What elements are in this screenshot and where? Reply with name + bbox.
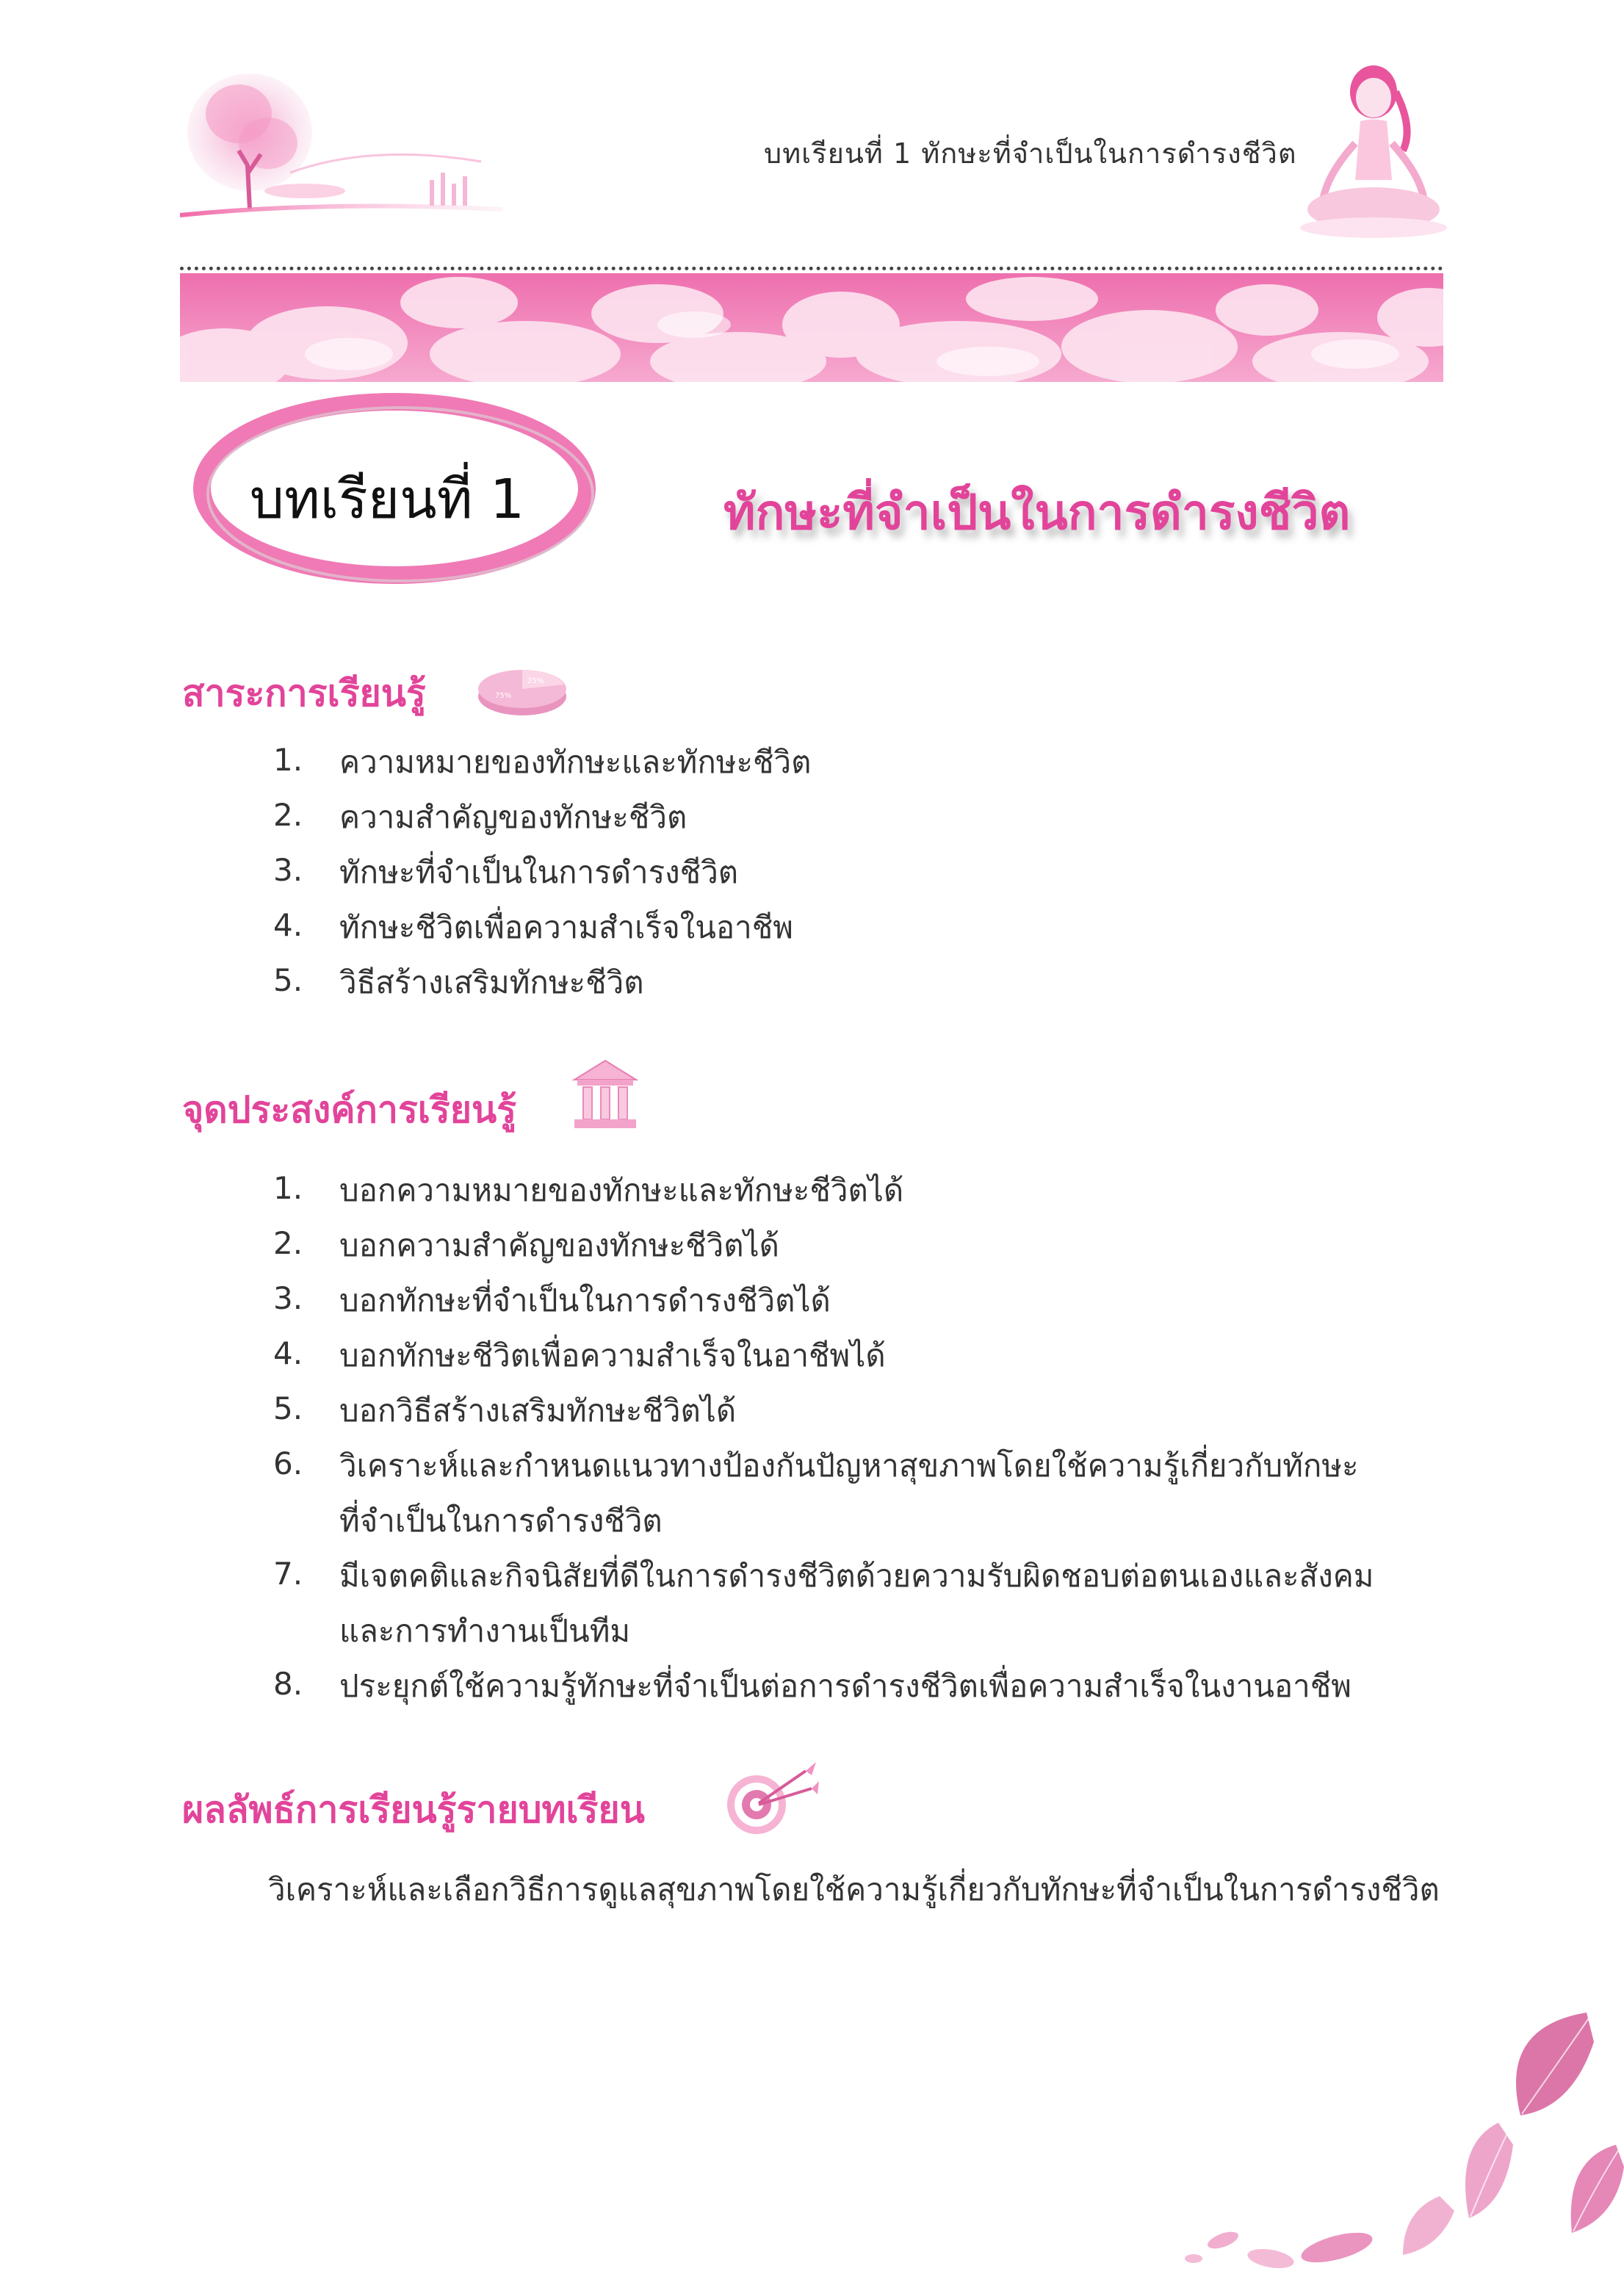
pie-chart-icon <box>474 661 570 720</box>
temple-icon <box>571 1058 639 1131</box>
yoga-woman-icon <box>1293 62 1454 246</box>
svg-text:75%: 75% <box>495 692 512 700</box>
falling-leaves-icon <box>1058 1998 1624 2274</box>
section-heading-outcomes: ผลลัพธ์การเรียนรู้รายบทเรียน <box>182 1788 645 1831</box>
pink-cloud-banner <box>180 273 1443 382</box>
list-item: บอกวิธีสร้างเสริมทักษะชีวิตได้ <box>339 1393 737 1429</box>
list-number: 5. <box>273 962 303 998</box>
list-number: 3. <box>273 1280 303 1316</box>
list-item: มีเจตคติและกิจนิสัยที่ดีในการดำรงชีวิตด้วยความรับผิดชอบต่อตนเองและสังคม <box>339 1558 1374 1594</box>
list-number: 3. <box>273 852 303 888</box>
list-item: ความสำคัญของทักษะชีวิต <box>339 799 688 835</box>
list-item: บอกความหมายของทักษะและทักษะชีวิตได้ <box>339 1172 904 1208</box>
chapter-label: บทเรียนที่ 1 <box>250 468 525 531</box>
list-number: 7. <box>273 1556 303 1592</box>
running-header: บทเรียนที่ 1 ทักษะที่จำเป็นในการดำรงชีวิต <box>764 137 1297 170</box>
list-item: บอกทักษะชีวิตเพื่อความสำเร็จในอาชีพได้ <box>339 1338 886 1374</box>
target-icon <box>723 1759 819 1840</box>
section-heading-objectives: จุดประสงค์การเรียนรู้ <box>182 1089 517 1131</box>
list-item: วิเคราะห์และกำหนดแนวทางป้องกันปัญหาสุขภาพโดยใช้ความรู้เกี่ยวกับทักษะ <box>339 1448 1359 1484</box>
list-number: 2. <box>273 797 303 833</box>
svg-text:25%: 25% <box>527 677 544 685</box>
list-item: วิธีสร้างเสริมทักษะชีวิต <box>339 964 644 1000</box>
list-number: 4. <box>273 907 303 943</box>
list-item: ทักษะชีวิตเพื่อความสำเร็จในอาชีพ <box>339 909 793 945</box>
list-item-continuation: ที่จำเป็นในการดำรงชีวิต <box>339 1503 663 1539</box>
outcome-text: วิเคราะห์และเลือกวิธีการดูแลสุขภาพโดยใช้ความรู้เกี่ยวกับทักษะที่จำเป็นในการดำรงชีวิต <box>268 1871 1440 1907</box>
section-heading-content: สาระการเรียนรู้ <box>182 672 426 715</box>
list-item-continuation: และการทำงานเป็นทีม <box>339 1613 631 1649</box>
dotted-divider <box>180 267 1443 270</box>
list-item: บอกทักษะที่จำเป็นในการดำรงชีวิตได้ <box>339 1282 831 1318</box>
list-number: 4. <box>273 1335 303 1371</box>
list-number: 1. <box>273 1170 303 1206</box>
list-item: ประยุกต์ใช้ความรู้ทักษะที่จำเป็นต่อการดำรงชีวิตเพื่อความสำเร็จในงานอาชีพ <box>339 1668 1351 1704</box>
blossom-tree-icon <box>180 62 510 231</box>
list-number: 2. <box>273 1225 303 1261</box>
list-number: 6. <box>273 1445 303 1481</box>
list-number: 8. <box>273 1666 303 1702</box>
list-item: บอกความสำคัญของทักษะชีวิตได้ <box>339 1227 779 1263</box>
list-number: 1. <box>273 742 303 778</box>
list-item: ทักษะที่จำเป็นในการดำรงชีวิต <box>339 854 739 890</box>
list-number: 5. <box>273 1390 303 1426</box>
list-item: ความหมายของทักษะและทักษะชีวิต <box>339 744 812 780</box>
chapter-title: ทักษะที่จำเป็นในการดำรงชีวิต <box>723 484 1351 541</box>
